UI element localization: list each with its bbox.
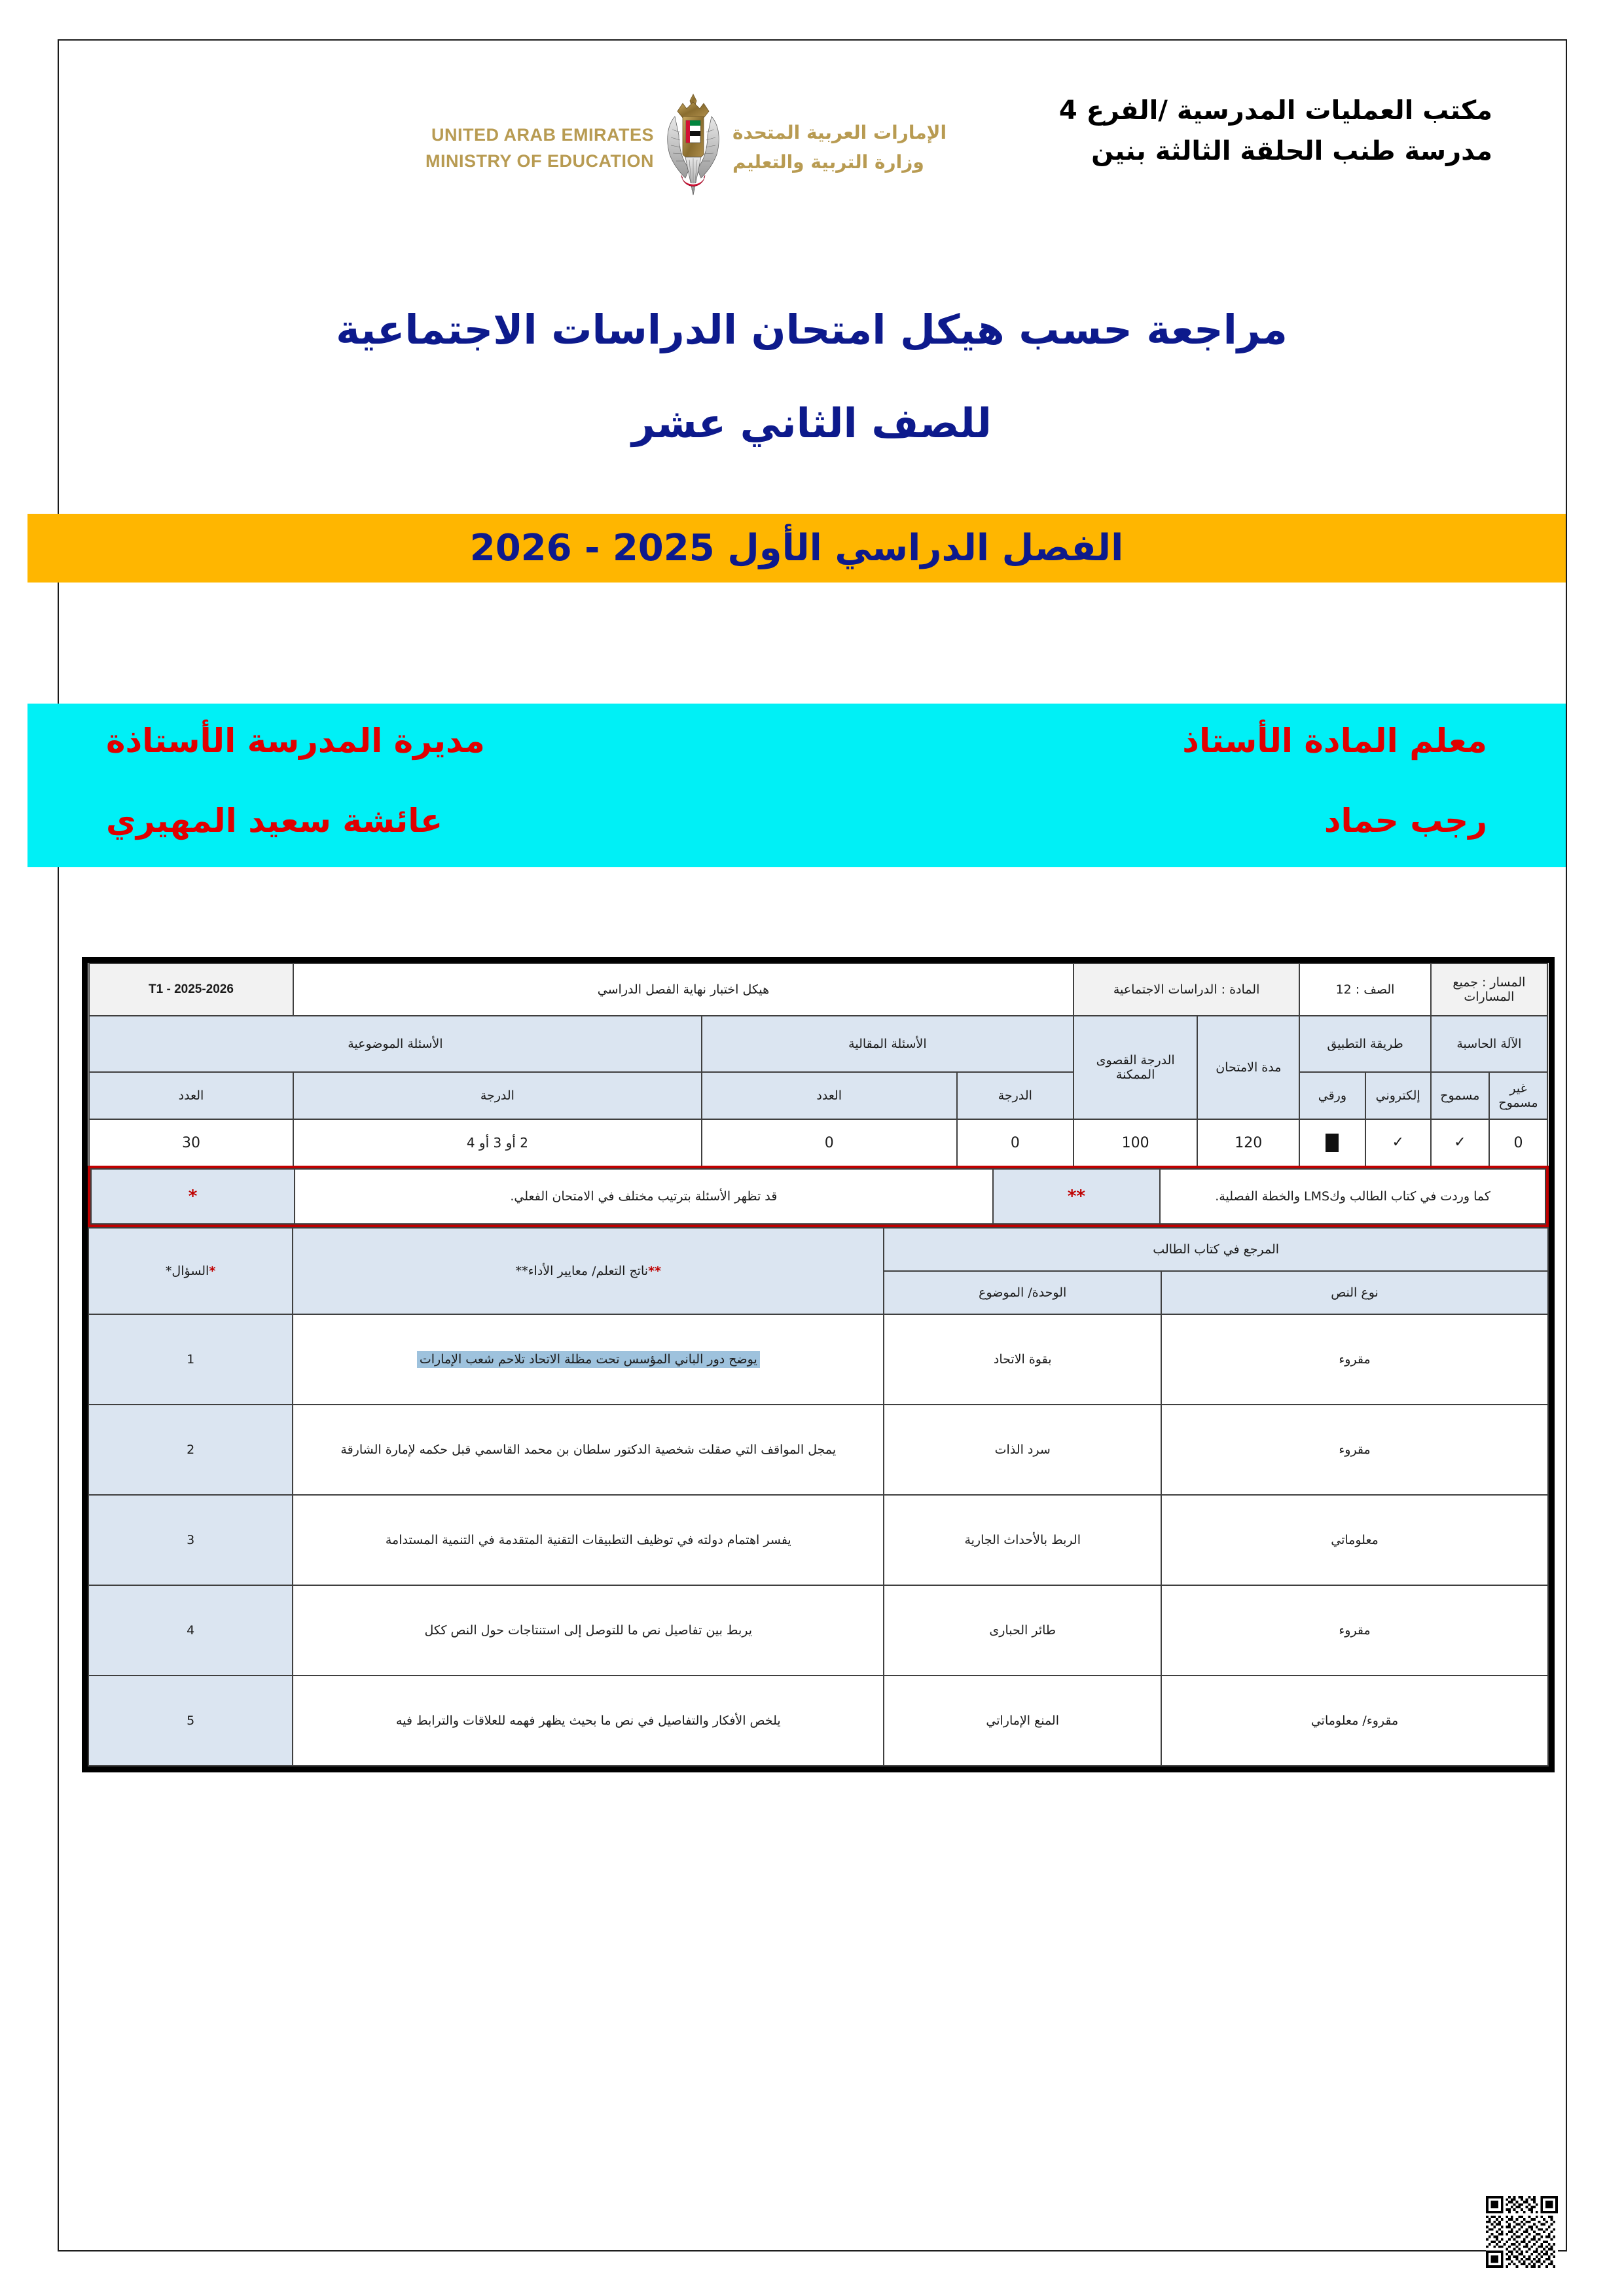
header-unit-topic: الوحدة/ الموضوع (884, 1271, 1161, 1314)
cell-question-number: 4 (88, 1585, 293, 1676)
table-row (88, 1405, 1548, 1495)
header-method-paper: ورقي (1299, 1072, 1365, 1119)
staff-labels-row (27, 722, 1566, 760)
learning-outcomes-body (88, 1314, 1548, 1766)
header-calculator-allowed: مسموح (1431, 1072, 1489, 1119)
filled-square-icon (1326, 1134, 1339, 1152)
header-objective-grade: الدرجة (293, 1072, 702, 1119)
header-essay-count: العدد (702, 1072, 957, 1119)
note-order-text: قد تظهر الأسئلة بترتيب مختلف في الامتحان الفعلي. (295, 1169, 993, 1224)
logo-en-line1: UNITED ARAB EMIRATES (431, 124, 655, 145)
qr-code-icon (1486, 2196, 1558, 2268)
value-method-paper (1299, 1119, 1365, 1167)
cell-text-type: مقروء (1161, 1585, 1548, 1676)
table-row (88, 1495, 1548, 1585)
structure-note-row (89, 1167, 1547, 1226)
header-objective-count: العدد (89, 1072, 293, 1119)
ministry-logo (425, 92, 947, 204)
header-essay-grade: الدرجة (957, 1072, 1074, 1119)
header-learning-outcome: **ناتج التعلم/ معايير الأداء** (293, 1228, 884, 1314)
cell-question-number: 3 (88, 1495, 293, 1585)
header-question-number: *السؤال* (88, 1228, 293, 1314)
structure-header-sub-row (89, 1072, 1547, 1119)
exam-structure-container (82, 957, 1555, 1772)
cell-learning-outcome (293, 1314, 884, 1405)
value-objective-grade: 2 أو 3 أو 4 (293, 1119, 702, 1167)
meta-grade: الصف : 12 (1299, 963, 1431, 1016)
cell-unit-topic: طائر الحبارى (884, 1585, 1161, 1676)
value-calculator-allowed: ✓ (1431, 1119, 1489, 1167)
cell-learning-outcome: يلخص الأفكار والتفاصيل في نص ما بحيث يظهر فهمه للعلاقات والترابط فيه (293, 1676, 884, 1766)
header-duration: مدة الامتحان (1197, 1016, 1299, 1119)
header-text-type: نوع النص (1161, 1271, 1548, 1314)
cell-learning-outcome: يربط بين تفاصيل نص ما للتوصل إلى استنتاجات حول النص ككل (293, 1585, 884, 1676)
uae-falcon-emblem-icon (663, 92, 723, 204)
document-header (59, 79, 1564, 216)
staff-names-row (27, 802, 1566, 840)
cell-learning-outcome: يفسر اهتمام دولته في توظيف التطبيقات التقنية المتقدمة في التنمية المستدامة (293, 1495, 884, 1585)
cell-text-type: مقروء/ معلوماتي (1161, 1676, 1548, 1766)
table-row (88, 1676, 1548, 1766)
note-red-frame (89, 1167, 1547, 1226)
note-double-star: ** (993, 1169, 1161, 1224)
principal-name: عائشة سعيد المهيري (106, 802, 443, 840)
meta-term-code: T1 - 2025-2026 (89, 963, 293, 1016)
staff-band (27, 704, 1566, 867)
cell-question-number: 5 (88, 1676, 293, 1766)
table-row (88, 1585, 1548, 1676)
learning-outcomes-head (88, 1228, 1548, 1314)
cell-unit-topic: الربط بالأحداث الجارية (884, 1495, 1161, 1585)
principal-label: مديرة المدرسة الأستاذة (106, 722, 485, 760)
header-learning-outcome-text: ناتج التعلم/ معايير الأداء** (515, 1264, 649, 1278)
cell-unit-topic: سرد الذات (884, 1405, 1161, 1495)
note-single-star: * (91, 1169, 295, 1224)
structure-values-row (89, 1119, 1547, 1167)
term-banner-text: الفصل الدراسي الأول 2025 - 2026 (469, 527, 1124, 569)
cell-text-type: مقروء (1161, 1405, 1548, 1495)
teacher-name: رجب حماد (1324, 802, 1487, 840)
header-question-number-text: السؤال* (165, 1264, 209, 1278)
meta-track: المسار : جميع المسارات (1431, 963, 1547, 1016)
header-method: طريقة التطبيق (1299, 1016, 1431, 1072)
lo-header-group-row (88, 1228, 1548, 1271)
exam-structure-table (88, 963, 1549, 1227)
school-name-line: مدرسة طنب الحلقة الثالثة بنين (1091, 136, 1492, 166)
logo-ar-line2: وزارة التربية والتعليم (732, 151, 924, 173)
cell-text-type: مقروء (1161, 1314, 1548, 1405)
value-essay-count: 0 (702, 1119, 957, 1167)
highlighted-outcome-text: يوضح دور الباني المؤسس تحت مظلة الاتحاد تلاحم شعب الإمارات (417, 1351, 760, 1368)
cell-unit-topic: المنع الإماراتي (884, 1676, 1161, 1766)
structure-meta-row (89, 963, 1547, 1016)
value-calculator-not-allowed: 0 (1489, 1119, 1547, 1167)
logo-ar-line1: الإمارات العربية المتحدة (732, 122, 947, 144)
structure-header-group-row (89, 1016, 1547, 1072)
value-max-grade: 100 (1074, 1119, 1197, 1167)
ministry-logo-arabic (732, 118, 947, 177)
value-method-electronic: ✓ (1365, 1119, 1431, 1167)
cell-question-number: 2 (88, 1405, 293, 1495)
cell-question-number: 1 (88, 1314, 293, 1405)
logo-en-line2: MINISTRY OF EDUCATION (425, 151, 655, 171)
value-objective-count: 30 (89, 1119, 293, 1167)
cell-text-type: معلوماتي (1161, 1495, 1548, 1585)
term-banner (27, 514, 1566, 583)
note-reference-text: كما وردت في كتاب الطالب وكLMS والخطة الفصلية. (1160, 1169, 1545, 1224)
page-subtitle-grade: للصف الثاني عشر (632, 399, 992, 447)
header-max-grade: الدرجة القصوى الممكنة (1074, 1016, 1197, 1119)
operations-office-line: مكتب العمليات المدرسية /الفرع 4 (1058, 96, 1492, 126)
table-row (88, 1314, 1548, 1405)
page-title: مراجعة حسب هيكل امتحان الدراسات الاجتماعية (336, 306, 1288, 353)
cell-learning-outcome: يمجل المواقف التي صقلت شخصية الدكتور سلطان بن محمد القاسمي قبل حكمه لإمارة الشارقة (293, 1405, 884, 1495)
header-calculator-not-allowed: غير مسموح (1489, 1072, 1547, 1119)
structure-note-table (90, 1168, 1546, 1225)
value-essay-grade: 0 (957, 1119, 1074, 1167)
cell-unit-topic: بقوة الاتحاد (884, 1314, 1161, 1405)
header-method-electronic: إلكتروني (1365, 1072, 1431, 1119)
meta-subject: المادة : الدراسات الاجتماعية (1074, 963, 1299, 1016)
learning-outcomes-table (88, 1227, 1549, 1767)
header-calculator: الآلة الحاسبة (1431, 1016, 1547, 1072)
meta-doc-title: هيكل اختبار نهاية الفصل الدراسي (293, 963, 1074, 1016)
header-student-book-reference: المرجع في كتاب الطالب (884, 1228, 1548, 1271)
teacher-label: معلم المادة الأستاذ (1182, 722, 1487, 760)
value-duration: 120 (1197, 1119, 1299, 1167)
header-essay-questions: الأسئلة المقالية (702, 1016, 1074, 1072)
header-objective-questions: الأسئلة الموضوعية (89, 1016, 702, 1072)
ministry-logo-english (425, 122, 654, 175)
school-identification (1059, 90, 1492, 171)
